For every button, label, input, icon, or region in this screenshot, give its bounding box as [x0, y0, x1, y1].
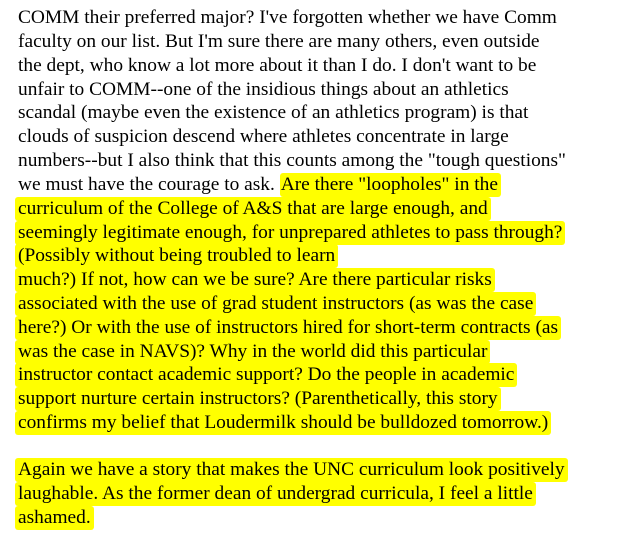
- highlighted-text: ashamed.: [15, 506, 94, 530]
- highlighted-line: [18, 316, 561, 339]
- highlighted-text: seemingly legitimate enough, for unprepared athletes to pass through?: [15, 221, 565, 245]
- text-line: numbers--but I also think that this counts among the "tough questions": [18, 150, 566, 171]
- highlighted-text: much?) If not, how can we be sure? Are there particular risks: [15, 268, 495, 292]
- text-line: clouds of suspicion descend where athletes concentrate in large: [18, 126, 509, 147]
- highlighted-text: was the case in NAVS)? Why in the world did this particular: [15, 340, 490, 364]
- highlighted-line: [18, 244, 338, 267]
- highlighted-line: [18, 482, 536, 505]
- text-line: unfair to COMM--one of the insidious things about an athletics: [18, 79, 509, 100]
- highlighted-text: support nurture certain instructors? (Parenthetically, this story: [15, 387, 501, 411]
- highlighted-line: [18, 268, 495, 291]
- highlighted-text: curriculum of the College of A&S that are large enough, and: [15, 197, 491, 221]
- highlighted-text: laughable. As the former dean of undergrad curricula, I feel a little: [15, 482, 536, 506]
- highlighted-text: here?) Or with the use of instructors hired for short-term contracts (as: [15, 316, 561, 340]
- text-line: scandal (maybe even the existence of an athletics program) is that: [18, 102, 529, 123]
- highlighted-text: Again we have a story that makes the UNC curriculum look positively: [15, 458, 568, 482]
- highlighted-text: instructor contact academic support? Do the people in academic: [15, 363, 517, 387]
- highlighted-text: Are there "loopholes" in the: [280, 173, 501, 197]
- highlighted-line: [18, 506, 94, 529]
- highlighted-line: [18, 458, 568, 481]
- highlighted-text: (Possibly without being troubled to learn: [15, 244, 338, 268]
- highlighted-line: [18, 221, 565, 244]
- highlighted-line: [18, 363, 517, 386]
- highlighted-text: associated with the use of grad student instructors (as was the case: [15, 292, 536, 316]
- highlighted-line: [18, 411, 551, 434]
- highlighted-line: [18, 340, 490, 363]
- text-line: faculty on our list. But I'm sure there are many others, even outside: [18, 31, 540, 52]
- plain-text: we must have the courage to ask.: [18, 174, 275, 195]
- highlighted-text: confirms my belief that Loudermilk should be bulldozed tomorrow.): [15, 411, 551, 435]
- text-line: the dept, who know a lot more about it than I do. I don't want to be: [18, 55, 537, 76]
- text-line: COMM their preferred major? I've forgotten whether we have Comm: [18, 7, 557, 28]
- highlighted-line: [18, 197, 491, 220]
- highlighted-line: [18, 387, 501, 410]
- text-line-mixed: [18, 173, 501, 196]
- highlighted-line: [18, 292, 536, 315]
